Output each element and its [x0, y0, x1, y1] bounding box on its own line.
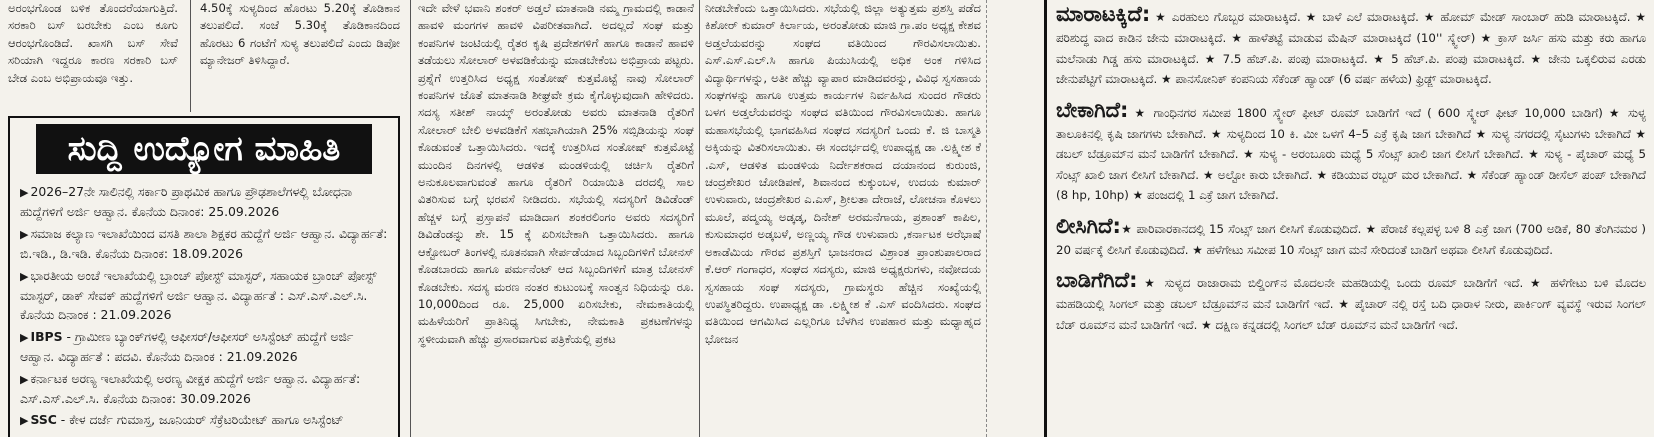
job-info-box: [8, 116, 400, 437]
triangle-bullet-icon: ▶: [20, 227, 29, 241]
article-text: ನೀಡಬೇಕೆಂದು ಒತ್ತಾಯಿಸಿದರು. ಸಭೆಯಲ್ಲಿ ಜಿಲ್ಲಾ ಅತ್ಯುತ್ತಮ ಪ್ರಶಸ್ತಿ ಪಡೆದ ಕಿಶೋರ್ ಕುಮಾರ್ ಕಿರ್ಲಾಯ, ಅರಂತೋಡು ಮಾಜಿ ಗ್ರಾ.ಪಂ ಅಧ್ಯಕ್ಷ ಕೇಶವ ಅಡ್ತಲೆಯವರನ್ನು ಸಂಘದ ವತಿಯಿಂದ ಗೌರವಿಸಲಾಯಿತು. ಎಸ್.ಎಸ್.ಎಲ್.ಸಿ ಹಾಗೂ ಪಿಯುಸಿಯಲ್ಲಿ ಅಧಿಕ ಅಂಕ ಗಳಿಸಿದ ವಿದ್ಯಾರ್ಥಿಗಳನ್ನು, ಅತೀ ಹೆಚ್ಚು ವ್ಯಾಪಾರ ಮಾಡಿದವರನ್ನು, ವಿವಿಧ ಸ್ವಸಹಾಯ ಸಂಘಗಳನ್ನು ಹಾಗೂ ಉತ್ತಮ ಕಾರ್ಯಗಳ ನಿರ್ವಹಿಸಿದ ಸುಂದರ ಗೌಡರು ಬಳಗ ಅಡ್ತಲೆಯವರನ್ನು ಸಂಘದ ವತಿಯಿಂದ ಗೌರವಿಸಲಾಯಿತು. ಹಾಗೂ ಮಹಾಸಭೆಯಲ್ಲಿ ಭಾಗವಹಿಸಿದ ಸಂಘದ ಸದಸ್ಯರಿಗೆ ಒಂದು ಕೆ. ಜಿ ಬಾಸ್ಮತಿ ಅಕ್ಕಿಯನ್ನು ವಿತರಿಸಲಾಯಿತು. ಈ ಸಂದರ್ಭದಲ್ಲಿ ಉಪಾಧ್ಯಕ್ಷ ಡಾ .ಲಕ್ಷ್ಮೀಶ ಕೆ .ಎಸ್, ಆಡಳಿತ ಮಂಡಳಿಯ ನಿರ್ದೇಶಕರಾದ ದಯಾನಂದ ಕುರುಂಜಿ, ಚಂದ್ರಶೇಖರ ಚೋಡಿಪಣೆ, ಶಿವಾನಂದ ಕುಕ್ಕುಂಬಳ, ಉದಯ ಕುಮಾರ್ ಉಳುವಾರು, ಚಂದ್ರಶೇಖರ ಎ.ಎಸ್, ಶ್ರೀಲತಾ ದೇರಾಜೆ, ಲೋಚನಾ ಕೊಳಲು ಮೂಲೆ, ಪದ್ಮಯ್ಯ ಅಡ್ಕಡ್ಕ, ದಿನೇಶ್ ಅರಮನೆಗಾಯ, ಪ್ರಶಾಂತ್ ಕಾಪಿಲ, ಕುಸುಮಾಧರ ಅಡ್ಕಬಳೆ, ಅಣ್ಣಯ್ಯ ಗೌಡ ಉಳುವಾರು ,ಕರ್ನಾಟಕ ಅರೆಭಾಷೆ ಅಕಾಡೆಮಿಯ ಗೌರವ ಪ್ರಶಸ್ತಿಗೆ ಭಾಜನರಾದ ವಿಶ್ರಾಂತ ಪ್ರಾಂಶುಪಾಲರಾದ ಕೆ.ಆರ್ ಗಂಗಾಧರ, ಸಂಘದ ಸದಸ್ಯರು, ಮಾಜಿ ಅಧ್ಯಕ್ಷರುಗಳು, ನವೋದಯ ಸ್ವಸಹಾಯ ಸಂಘ ಸದಸ್ಯರು, ಗ್ರಾಮಸ್ಥರು ಹೆಚ್ಚಿನ ಸಂಖ್ಯೆಯಲ್ಲಿ ಉಪಸ್ಥಿತರಿದ್ದರು. ಉಪಾಧ್ಯಕ್ಷ ಡಾ .ಲಕ್ಷ್ಮೀಶ ಕೆ .ಎಸ್ ವಂದಿಸಿದರು. ಸಂಘದ ವತಿಯಿಂದ ಆಗಮಿಸಿದ ಎಲ್ಲರಿಗೂ ಬೆಳಗಿನ ಉಪಹಾರ ಮತ್ತು ಮಧ್ಯಾಹ್ನದ ಭೋಜನ: [705, 1, 981, 346]
job-item: ▶ ಕರ್ನಾಟಕ ಅರಣ್ಯ ಇಲಾಖೆಯಲ್ಲಿ ಅರಣ್ಯ ವೀಕ್ಷಕ ಹುದ್ದೆಗೆ ಅರ್ಜಿ ಆಹ್ವಾನ. ವಿದ್ಯಾರ್ಹತೆ: ಎಸ್.ಎಸ್.ಎಲ್.ಸಿ. ಕೊನೆಯ ದಿನಾಂಕ: 30.09.2026: [20, 370, 361, 407]
job-item: ▶ SSC - ಕೇಳ ದರ್ಜೆ ಗುಮಾಸ್ತ, ಜೂನಿಯರ್ ಸೆಕ್ರೆಟರಿಯೇಟ್ ಹಾಗೂ ಅಸಿಸ್ಟೆಂಟ್: [20, 412, 344, 428]
classified-body: ★ ಗಾಂಧಿನಗರ ಸಮೀಪ 1800 ಸ್ಕ್ವೇರ್ ಫೀಟ್ ರೂಮ್ ಬಾಡಿಗೆಗೆ ಇದೆ ( 600 ಸ್ಕ್ವೇರ್ ಫೀಟ್ 10,000 ಬಾಡಿಗೆ) ★ ಸುಳ್ಯ ತಾಲೂಕಿನಲ್ಲಿ ಕೃಷಿ ಜಾಗಗಳು ಬೇಕಾಗಿದೆ. ★ ಸುಳ್ಯದಿಂದ 10 ಕಿ. ಮೀ ಒಳಗೆ 4–5 ಎಕ್ರೆ ಕೃಷಿ ಜಾಗ ಬೇಕಾಗಿದೆ ★ ಸುಳ್ಯ ನಗರದಲ್ಲಿ ಸೈಟುಗಳು ಬೇಕಾಗಿದೆ ★ ಡಬಲ್ ಬೆಡ್ರೂಮ್‌ನ ಮನೆ ಬಾಡಿಗೆಗೆ ಬೇಕಾಗಿದೆ. ★ ಸುಳ್ಯ - ಅರಂಬೂರು ಮಧ್ಯೆ 5 ಸೆಂಟ್ಸ್ ಖಾಲಿ ಜಾಗ ಲೀಸಿಗೆ ಬೇಕಾಗಿದೆ. ★ ಸುಳ್ಯ - ಪೈಚಾರ್ ಮಧ್ಯೆ 5 ಸೆಂಟ್ಸ್ ಖಾಲಿ ಜಾಗ ಲೀಸಿಗೆ ಬೇಕಾಗಿದೆ. ★ ಅಲ್ಟೋ ಕಾರು ಬೇಕಾಗಿದೆ. ★ ಕಡಿಯುವ ರಬ್ಬರ್ ಮರ ಬೇಕಾಗಿದೆ. ★ ಸೆಕೆಂಡ್ ಹ್ಯಾಂಡ್ ಡೀಸೆಲ್ ಪಂಪ್ ಬೇಕಾಗಿದೆ (8 hp, 10hp) ★ ಪಂಜದಲ್ಲಿ 1 ಎಕ್ರೆ ಜಾಗ ಬೇಕಾಗಿದೆ.: [1056, 105, 1646, 202]
news-column-1: [8, 0, 178, 112]
triangle-bullet-icon: ▶: [20, 186, 29, 199]
triangle-bullet-icon: ▶: [20, 414, 29, 428]
column-divider: [410, 0, 411, 437]
article-text: ಅರಂಭಗೊಂಡ ಬಳಿಕ ತೊಂದರೆಯಾಗುತ್ತಿದೆ. ಸರಕಾರಿ ಬಸ್ ಬರಬೇಕು ಎಂಬ ಕೂಗು ಆರಂಭಗೊಂಡಿದೆ. ಖಾಸಗಿ ಬಸ್ ಸೇವೆ ಸರಿಯಾಗಿ ಇದ್ದರೂ ಕಾರಣ ಸರಕಾರಿ ಬಸ್ ಬೇಡ ಎಂಬ ಅಭಿಪ್ರಾಯವೂ ಇತ್ತು.: [8, 1, 178, 85]
column-divider: [190, 0, 191, 112]
classified-for-lease: [1056, 212, 1646, 261]
classified-heading: ಬೇಕಾಗಿದೆ:: [1056, 97, 1129, 122]
classified-border: [1044, 0, 1047, 437]
news-column-4: [705, 0, 981, 437]
classified-for-rent: [1056, 266, 1646, 335]
classified-heading: ಬಾಡಿಗೆಗಿದೆ:: [1056, 268, 1138, 292]
classified-wanted: [1056, 96, 1646, 206]
classifieds-column: [1056, 0, 1646, 437]
column-divider: [699, 0, 700, 437]
news-column-3: [418, 0, 694, 437]
page-fold-divider: [986, 0, 987, 437]
classified-heading: ಲೀಸಿಗಿದೆ:: [1056, 213, 1121, 238]
triangle-bullet-icon: ▶: [20, 269, 29, 283]
article-text: ಇದೇ ವೇಳೆ ಭವಾನಿ ಶಂಕರ್ ಅಡ್ತಲೆ ಮಾತನಾಡಿ ನಮ್ಮ ಗ್ರಾಮದಲ್ಲಿ ಕಾಡಾನೆ ಹಾವಳಿ ಮಂಗಗಳ ಹಾವಳಿ ವಿಪರೀತವಾಗಿದೆ. ಅದಲ್ಲದೆ ಸಂಘ ಮತ್ತು ಕಂಪನಿಗಳ ಜಂಟಿಯಲ್ಲಿ ರೈತರ ಕೃಷಿ ಪ್ರದೇಶಗಳಿಗೆ ಹಾಗೂ ಕಾಡಾನೆ ಹಾವಳಿ ತಡೆಯಲು ಸೋಲಾರ್ ಅಳವಡಿಕೆಯನ್ನು ಮಾಡಬೇಕೆಂಬ ಅಭಿಪ್ರಾಯ ಪಟ್ಟರು. ಪ್ರಶ್ನೆಗೆ ಉತ್ತರಿಸಿದ ಅಧ್ಯಕ್ಷ ಸಂತೋಷ್ ಕುತ್ತಮೊಟ್ಟೆ ನಾವು ಸೋಲಾರ್ ಕಂಪನಿಗಳ ಜೊತೆ ಮಾತನಾಡಿ ಶೀಘ್ರವೇ ಕ್ರಮ ಕೈಗೊಳ್ಳುವುದಾಗಿ ಹೇಳಿದರು. ಸದಸ್ಯ ಸತೀಶ್ ನಾಯ್ಕ್ ಅರಂತೋಡು ಅವರು ಮಾತನಾಡಿ ರೈತರಿಗೆ ಸೋಲಾರ್ ಬೇಲಿ ಅಳವಡಿಕೆಗೆ ಸಹಭಾಗಿಯಾಗಿ 25% ಸಬ್ಸಿಡಿಯನ್ನು ಸಂಘ ಕೊಡುವಂತೆ ಒತ್ತಾಯಿಸಿದರು. ಇದಕ್ಕೆ ಉತ್ತರಿಸಿದ ಸಂತೋಷ್ ಕುತ್ತಮೊಟ್ಟೆ ಮುಂದಿನ ದಿನಗಳಲ್ಲಿ ಆಡಳಿತ ಮಂಡಳಿಯಲ್ಲಿ ಚರ್ಚಿಸಿ ರೈತರಿಗೆ ಅನುಕೂಲವಾಗುವಂತೆ ಹಾಗೂ ರೈತರಿಗೆ ರಿಯಾಯಿತಿ ದರದಲ್ಲಿ ಸಾಲ ವಿತರಿಸುವ ಬಗ್ಗೆ ಭರವಸೆ ನೀಡಿದರು. ಸಭೆಯಲ್ಲಿ ಸದಸ್ಯರಿಗೆ ಡಿವಿಡೆಂಡ್ ಹೆಚ್ಚಳ ಬಗ್ಗೆ ಪ್ರಸ್ತಾಪನೆ ಮಾಡಿದಾಗ ಶಂಕರಲಿಂಗಂ ಅವರು ಸದಸ್ಯರಿಗೆ ಡಿವಿಡೆಂಡನ್ನು ಶೇ. 15 ಕ್ಕೆ ಏರಿಸಬೇಕಾಗಿ ಒತ್ತಾಯಿಸಿದರು. ಹಾಗೂ ಆಕ್ಟೋಬರ್ ತಿಂಗಳಲ್ಲಿ ನೂತನವಾಗಿ ಸೇರ್ಪಡೆಯಾದ ಸಿಬ್ಬಂದಿಗಳಿಗೆ ಬೋನಸ್ ಕೊಡಬಾರದು ಹಾಗೂ ಪರ್ಮನೆಂಟ್ ಆದ ಸಿಬ್ಬಂದಿಗಳಿಗೆ ಮಾತ್ರ ಬೋನಸ್ ಕೊಡಬೇಕು. ಸದಸ್ಯ ಮರಣ ನಂತರ ಕುಟುಂಬಕ್ಕೆ ಸಾಂತ್ವನ ನಿಧಿಯನ್ನು ರೂ. 10,000ದಿಂದ ರೂ. 25,000 ಏರಿಸಬೇಕು, ನೇಮಕಾತಿಯಲ್ಲಿ ಮಹಿಳೆಯರಿಗೆ ಪ್ರಾತಿನಿಧ್ಯ ಸಿಗಬೇಕು, ನೇಮಕಾತಿ ಪ್ರಕಟಣೆಗಳನ್ನು ಸ್ಥಳೀಯವಾಗಿ ಹೆಚ್ಚು ಪ್ರಸಾರವಾಗುವ ಪತ್ರಿಕೆಯಲ್ಲಿ ಪ್ರಕಟ: [418, 1, 694, 346]
triangle-bullet-icon: ▶: [20, 330, 29, 344]
job-item: ▶ 2026–27ನೇ ಸಾಲಿನಲ್ಲಿ ಸರ್ಕಾರಿ ಪ್ರಾಥಮಿಕ ಹಾಗೂ ಪ್ರೌಢಶಾಲೆಗಳಲ್ಲಿ ಬೋಧನಾ ಹುದ್ದೆಗಳಿಗೆ ಅರ್ಜಿ ಆಹ್ವಾನ. ಕೊನೆಯ ದಿನಾಂಕ: 25.09.2026: [20, 184, 353, 220]
classified-heading: ಮಾರಾಟಕ್ಕಿದೆ:: [1056, 2, 1151, 26]
classified-body: ★ ಪಾರಿವಾರಕಾನದಲ್ಲಿ 15 ಸೆಂಟ್ಸ್ ಜಾಗ ಲೀಸಿಗೆ ಕೊಡುವುದಿದೆ. ★ ಪೆರಾಜೆ ಕಲ್ಲಪಳ್ಳ ಬಳಿ 8 ಎಕ್ರೆ ಜಾಗ (700 ಅಡಿಕೆ, 80 ತೆಂಗಿನಮರ ) 20 ವರ್ಷಕ್ಕೆ ಲೀಸಿಗೆ ಕೊಡುವುದಿದೆ. ★ ಹಳೆಗೇಟು ಸಮೀಪ 10 ಸೆಂಟ್ಸ್ ಜಾಗ ಮನೆ ಸೇರಿದಂತೆ ಬಾಡಿಗೆ ಅಥವಾ ಲೀಸಿಗೆ ಕೊಡುವುದಿದೆ.: [1056, 221, 1646, 257]
classified-for-sale: [1056, 0, 1646, 90]
classified-body: ★ ಎರಹುಲು ಗೊಬ್ಬರ ಮಾರಾಟಕ್ಕಿದೆ. ★ ಬಾಳೆ ಎಲೆ ಮಾರಾಟಕ್ಕಿದೆ. ★ ಹೋಮ್ ಮೇಡ್ ಸಾಂಬಾರ್ ಹುಡಿ ಮಾರಾಟಕ್ಕಿದೆ. ★ ಪರಿಶುದ್ಧ ವಾದ ಕಾಡಿನ ಜೇನು ಮಾರಾಟಕ್ಕಿದೆ. ★ ಹಾಳೆತಟ್ಟೆ ಮಾಡುವ ಮೆಷಿನ್ ಮಾರಾಟಕ್ಕಿದೆ (10'' ಸ್ಕ್ವೇರ್) ★ ಕ್ರಾಸ್ ಜರ್ಸಿ ಹಸು ಮತ್ತು ಕರು ಹಾಗೂ ಮಲೆನಾಡು ಗಿಡ್ಡ ಹಸು ಮಾರಾಟಕ್ಕಿದೆ. ★ 7.5 ಹೆಚ್.ಪಿ. ಪಂಪು ಮಾರಾಟಕ್ಕಿದೆ. ★ 5 ಹೆಚ್.ಪಿ. ಪಂಪು ಮಾರಾಟಕ್ಕಿದೆ. ★ ಜೇನು ಒಕ್ಕಲಿರುವ ಎರಡು ಜೇನುಪೆಟ್ಟಿಗೆ ಮಾರಾಟಕ್ಕಿದೆ. ★ ಪಾನಸೋನಿಕ್ ಕಂಪನಿಯ ಸೆಕೆಂಡ್ ಹ್ಯಾಂಡ್ (6 ವರ್ಷ ಹಳೆಯ) ಫ್ರಿಡ್ಜ್ ಮಾರಾಟಕ್ಕಿದೆ.: [1056, 10, 1646, 86]
job-info-title: ಸುದ್ದಿ ಉದ್ಯೋಗ ಮಾಹಿತಿ: [36, 124, 372, 174]
job-item: ▶ ಭಾರತೀಯ ಅಂಚೆ ಇಲಾಖೆಯಲ್ಲಿ ಬ್ರಾಂಚ್ ಪೋಸ್ಟ್ ಮಾಸ್ಟರ್, ಸಹಾಯಕ ಬ್ರಾಂಚ್ ಪೋಸ್ಟ್ ಮಾಸ್ಟರ್, ಡಾಕ್ ಸೇವಕ್ ಹುದ್ದೆಗಳಿಗೆ ಅರ್ಜಿ ಆಹ್ವಾನ. ವಿದ್ಯಾರ್ಹತೆ : ಎಸ್.ಎಸ್.ಎಲ್.ಸಿ. ಕೊನೆಯ ದಿನಾಂಕ : 21.09.2026: [20, 267, 377, 323]
job-item: ▶ ಸಮಾಜ ಕಲ್ಯಾಣ ಇಲಾಖೆಯಿಂದ ವಸತಿ ಶಾಲಾ ಶಿಕ್ಷಕರ ಹುದ್ದೆಗೆ ಅರ್ಜಿ ಆಹ್ವಾನ. ವಿದ್ಯಾರ್ಹತೆ: ಬಿ.ಇಡಿ., ಡಿ.ಇಡಿ. ಕೊನೆಯ ದಿನಾಂಕ: 18.09.2026: [20, 225, 388, 262]
triangle-bullet-icon: ▶: [20, 372, 29, 386]
job-item: ▶ IBPS - ಗ್ರಾಮೀಣ ಬ್ಯಾಂಕ್‌ಗಳಲ್ಲಿ ಆಫೀಸರ್/ಆಫೀಸರ್ ಅಸಿಸ್ಟೆಂಟ್ ಹುದ್ದೆಗೆ ಅರ್ಜಿ ಆಹ್ವಾನ. ವಿದ್ಯಾರ್ಹತೆ : ಪದವಿ. ಕೊನೆಯ ದಿನಾಂಕ : 21.09.2026: [20, 328, 354, 365]
news-column-2: [200, 0, 400, 112]
classified-body: ★ ಸುಳ್ಯದ ರಾಜಾರಾಮ ಬಿಲ್ಡಿಂಗ್‌ನ ಮೊದಲನೇ ಮಹಡಿಯಲ್ಲಿ ಒಂದು ರೂಮ್ ಬಾಡಿಗೆಗೆ ಇದೆ. ★ ಹಳೆಗೇಟು ಬಳಿ ಮೊದಲ ಮಹಡಿಯಲ್ಲಿ ಸಿಂಗಲ್ ಮತ್ತು ಡಬಲ್ ಬೆಡ್ರೂಮ್‌ನ ಮನೆ ಬಾಡಿಗೆಗೆ ಇದೆ. ★ ಪೈಚಾರ್ ನಲ್ಲಿ ರಸ್ತೆ ಬದಿ ಧಾರಾಳ ನೀರು, ಪಾರ್ಕಿಂಗ್ ವ್ಯವಸ್ಥೆ ಇರುವ ಸಿಂಗಲ್ ಬೆಡ್ ರೂಮ್‌ನ ಮನೆ ಬಾಡಿಗೆಗೆ ಇದೆ. ★ ದಕ್ಷಿಣ ಕನ್ನಡದಲ್ಲಿ ಸಿಂಗಲ್ ಬೆಡ್ ರೂಮ್‌ನ ಮನೆ ಬಾಡಿಗೆಗೆ ಇದೆ.: [1056, 276, 1646, 332]
article-text: 4.50ಕ್ಕೆ ಸುಳ್ಯದಿಂದ ಹೊರಟು 5.20ಕ್ಕೆ ತೊಡಿಕಾನ ತಲುಪಲಿದೆ. ಸಂಜೆ 5.30ಕ್ಕೆ ತೊಡಿಕಾನದಿಂದ ಹೊರಟು 6 ಗಂಟೆಗೆ ಸುಳ್ಯ ತಲುಪಲಿದೆ ಎಂದು ಡಿಪೋ ಮ್ಯಾನೇಜರ್ ತಿಳಿಸಿದ್ದಾರೆ.: [200, 1, 400, 68]
